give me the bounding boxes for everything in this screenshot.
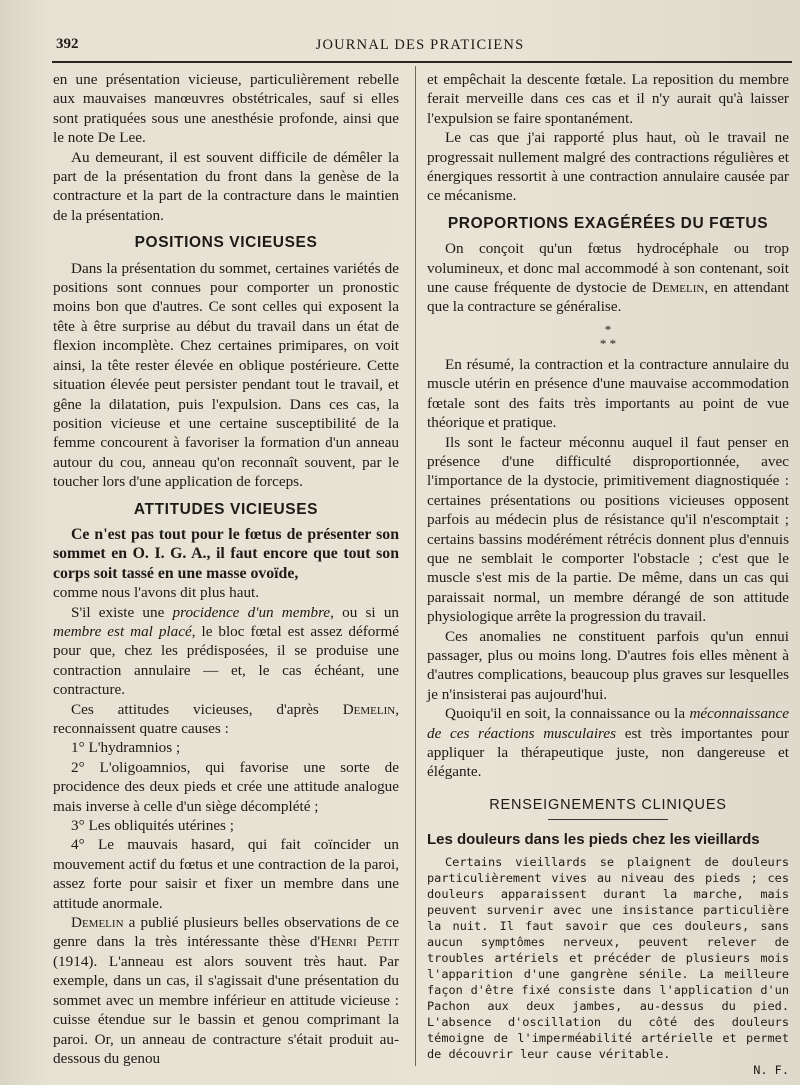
paragraph [427, 239, 789, 317]
text: Quoiqu'il en soit, la connaissance ou la [445, 705, 690, 723]
page-header [56, 36, 784, 58]
paragraph: Le cas que j'ai rapporté plus haut, où le travail ne progressait nullement malgré des contractions régulières et énergiques ressortit à une contraction annulaire causée par ce mécanisme. [427, 129, 789, 205]
column-divider [415, 66, 416, 1066]
text: , le bloc fœtal est assez déformé pour que, chez les prédisposées, il se produise une contraction annulaire — et, le cas échéant, une contracture. [53, 622, 400, 699]
bold-paragraph: Ce n'est pas tout pour le fœtus de présenter son sommet en O. I. G. A., il faut encore que tout son corps soit tassé en une masse ovoïde, [53, 525, 399, 582]
renseignements-label: RENSEIGNEMENTS CLINIQUES [489, 796, 727, 813]
text: , reconnaissent quatre causes : [53, 700, 399, 737]
text: Ces attitudes vicieuses, d'après [71, 700, 343, 718]
text: , en attendant que la contracture se généralise. [427, 279, 790, 316]
text: On conçoit qu'un fœtus hydrocéphale ou trop volumineux, et donc mal accommodé à son contenant, soit une cause fréquente de dystocie de [427, 240, 789, 297]
page-number: 392 [56, 36, 79, 52]
author-name: Henri Petit [320, 933, 399, 951]
paragraph [53, 603, 399, 700]
right-column [427, 70, 789, 1078]
list-item: 4° Le mauvais hasard, qui fait coïncider un mouvement actif du fœtus et une contraction de la paroi, assez forte pour saisir et fixer un membre dans une attitude anormale. [53, 836, 399, 912]
italic-text: méconnaissance de ces réactions musculaires [427, 705, 789, 742]
author-name: Demelin [651, 279, 705, 297]
paragraph [427, 704, 789, 782]
italic-text: membre est mal placé [53, 622, 192, 640]
asterism-top: * [604, 321, 612, 337]
article-title: Les douleurs dans les pieds chez les vieillards [427, 831, 760, 849]
text: S'il existe une [71, 603, 173, 621]
list-item: 3° Les obliquités utérines ; [71, 817, 234, 835]
author-name: Demelin [342, 700, 396, 718]
section-heading-positions: POSITIONS VICIEUSES [134, 234, 318, 252]
text: , ou si un [330, 603, 400, 621]
author-name: Demelin [71, 914, 124, 932]
paragraph: Ils sont le facteur méconnu auquel il faut penser en présence d'une difficulté disproportionnée, avec l'importance de la dystocie, primitivement diagnostiquée : certaines présentations ou positions vicieuses opposent parfois au médecin plus de résistance qu'il n'escomptait ; certains bassins modérément rétrécis donnent plus d'ennuis que ne semblait le comporter l'obstacle ; c'est que le muscle s'est mis de la partie. De même, dans un cas qui paraissait normal, un membre dérangé de son attitude physiologique arrête la progression du travail. [427, 433, 789, 626]
asterism-bottom: * * [599, 335, 617, 351]
paragraph [53, 700, 399, 739]
paragraph: En résumé, la contraction et la contracture annulaire du muscle utérin en présence d'une mauvaise accommodation fœtale sont des faits très importants au point de vue théorique et pratique. [427, 355, 789, 432]
section-heading-proportions: PROPORTIONS EXAGÉRÉES DU FŒTUS [447, 214, 769, 232]
paragraph: comme nous l'avons dit plus haut. [53, 584, 260, 602]
paragraph [53, 913, 399, 1068]
left-column [53, 70, 399, 1068]
clinical-note: Certains vieillards se plaignent de douleurs particulièrement vives au niveau des pieds ; ces douleurs apparaissent durant la marche, mais peuvent survenir avec une insistance particulière la nuit. Il faut savoir que ces douleurs, sans aucun symptômes nerveux, peuvent relever de troubles artériels et précéder de plusieurs mois l'apparition d'une gangrène sénile. La meilleure façon d'être fixé consiste dans l'application d'un Pachon aux deux jambes, au-dessus du pied. L'absence d'oscillation du côté des douleurs témoigne de l'imperméabilité artérielle et permet de découvrir leur cause véritable. [427, 854, 789, 1061]
asterism [427, 323, 789, 351]
journal-title: JOURNAL DES PRATICIENS [315, 37, 525, 53]
paragraph: Dans la présentation du sommet, certaines variétés de positions sont connues pour comporter un pronostic moins bon que d'autres. Ce sont celles qui exposent la tête à être surprise au début du travail dans un état de flexion incomplète. Chez certaines primipares, on voit ainsi, la tête rester élevée en oblique postérieure. Cette situation élevée peut persister pendant tout le travail, et gêne la dilatation, puis l'expulsion. Dans ces cas, la position vicieuse et une certaine susceptibilité de la femme concourent à favoriser la formation d'un anneau autour du cou, anneau qu'on reconnaît souvent, par le toucher lors d'une application de forceps. [53, 259, 399, 491]
section-heading-renseignements [427, 796, 789, 820]
text: est très importantes pour appliquer la thérapeutique juste, non dangereuse et élégante. [427, 724, 789, 781]
text: (1914). L'anneau est alors souvent très haut. Par exemple, dans un cas, il s'agissait d'une présentation du sommet avec un membre inférieur en attitude vicieuse : cuisse étendue sur le bassin et genou comprimant la paroi. Or, un anneau de contracture s'était produit au-dessous du genou [53, 952, 399, 1067]
heading-underline [548, 819, 668, 820]
paragraph: Ces anomalies ne constituent parfois qu'un ennui passager, plus ou moins long. D'autres fois elles mènent à d'autres complications, beaucoup plus graves sur lesquelles je n'insisterai pas aujourd'hui. [427, 627, 789, 703]
header-rule [52, 61, 792, 63]
paragraph: et empêchait la descente fœtale. La reposition du membre ferait merveille dans ces cas et il n'y aurait qu'à laisser l'expulsion se faire spontanément. [427, 71, 789, 127]
italic-text: procidence d'un membre [172, 603, 331, 621]
list-item: 2° L'oligoamnios, qui favorise une sorte de procidence des deux pieds et crée une attitude analogue mais inverse à celle d'un siège décomplété ; [53, 758, 399, 815]
section-heading-attitudes: ATTITUDES VICIEUSES [133, 500, 319, 518]
paragraph: Au demeurant, il est souvent difficile de démêler la part de la présentation du front dans la genèse de la contracture et la part de la contracture dans le maintien de la présentation. [53, 148, 399, 224]
paragraph: en une présentation vicieuse, particulièrement rebelle aux mauvaises manœuvres obstétricales, sauf si elles sont pratiquées sous une anesthésie profonde, ainsi que le note De Lee. [53, 71, 399, 147]
list-item: 1° L'hydramnios ; [71, 739, 181, 757]
signature: N. F. [753, 1062, 789, 1077]
text: a publié plusieurs belles observations de ce genre dans la très intéressante thèse d' [53, 914, 399, 951]
